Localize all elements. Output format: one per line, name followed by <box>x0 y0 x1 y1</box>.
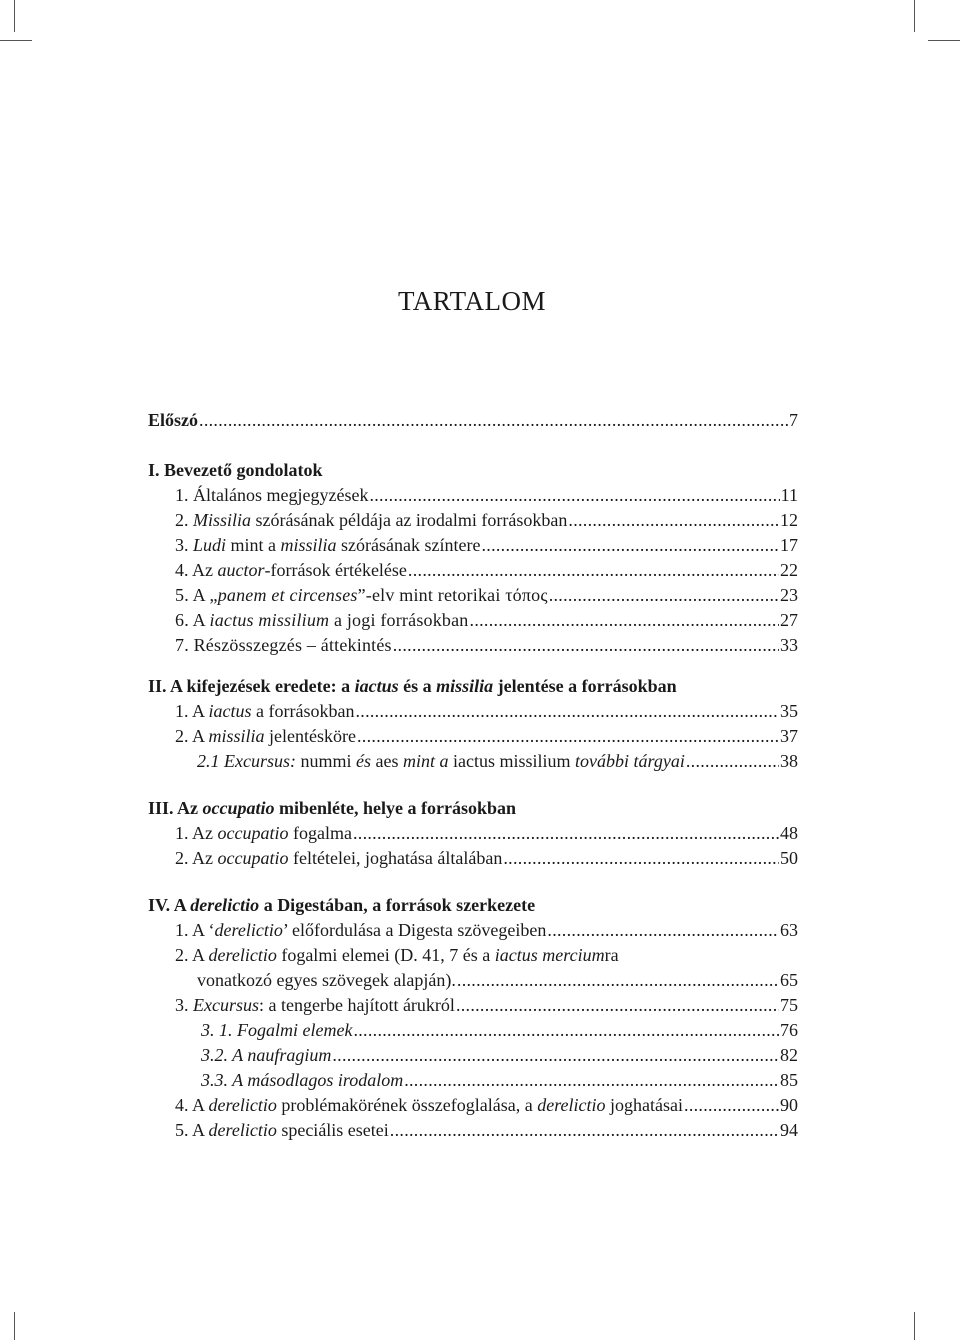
crop-mark <box>928 40 960 41</box>
page-number: 35 <box>780 701 798 721</box>
leader-dots <box>456 995 779 1016</box>
toc-entry-foreword[interactable]: Előszó ..... 7 <box>148 410 798 435</box>
page-number: 63 <box>780 920 798 940</box>
toc-entry[interactable]: 3. 1. Fogalmi elemek ..... 76 <box>148 1020 798 1045</box>
toc-entry[interactable]: 5. A „panem et circenses”-elv mint retorikai τόπος ..... 23 <box>148 585 798 610</box>
toc-entry[interactable]: 3. Ludi mint a missilia szórásának színtere ..... 17 <box>148 535 798 560</box>
page-number: 65 <box>780 970 798 990</box>
chapter-heading-4[interactable]: IV. A derelictio a Digestában, a források szerkezete <box>148 895 536 915</box>
page-number: 12 <box>780 510 798 530</box>
page-number: 48 <box>780 823 798 843</box>
leader-dots <box>547 920 779 941</box>
crop-mark <box>14 0 15 32</box>
leader-dots <box>355 701 779 722</box>
toc-entry[interactable]: 2. A missilia jelentésköre ..... 37 <box>148 726 798 751</box>
leader-dots <box>404 1070 779 1091</box>
toc-entry[interactable]: 2. A derelictio fogalmi elemei (D. 41, 7 és a iactus merciumra <box>175 945 619 965</box>
page-title: TARTALOM <box>397 286 547 316</box>
crop-mark <box>914 1312 915 1340</box>
leader-dots <box>408 560 779 581</box>
crop-mark <box>0 40 32 41</box>
leader-dots <box>686 751 779 772</box>
leader-dots <box>549 585 779 606</box>
page-number: 37 <box>780 726 798 746</box>
leader-dots <box>568 510 779 531</box>
page-number: 17 <box>780 535 798 555</box>
toc-entry[interactable]: 6. A iactus missilium a jogi forrásokban ..... 27 <box>148 610 798 635</box>
toc-entry[interactable]: 3. Excursus: a tengerbe hajított árukról ..... 75 <box>148 995 798 1020</box>
toc-entry[interactable]: 2. Missilia szórásának példája az irodalmi forrásokban ..... 12 <box>148 510 798 535</box>
page-number: 11 <box>780 485 798 505</box>
leader-dots <box>393 635 779 656</box>
page-number: 33 <box>780 635 798 655</box>
table-of-contents <box>148 410 798 1145</box>
leader-dots <box>369 485 779 506</box>
toc-entry-continuation[interactable]: vonatkozó egyes szövegek alapján). ..... 65 <box>148 970 798 995</box>
page-number: 75 <box>780 995 798 1015</box>
page-number: 7 <box>789 410 798 430</box>
page-number: 22 <box>780 560 798 580</box>
leader-dots <box>353 823 779 844</box>
toc-entry[interactable]: 4. Az auctor-források értékelése ..... 22 <box>148 560 798 585</box>
toc-entry[interactable]: 3.3. A másodlagos irodalom ..... 85 <box>148 1070 798 1095</box>
page-number: 90 <box>780 1095 798 1115</box>
toc-entry[interactable]: 1. Általános megjegyzések ..... 11 <box>148 485 798 510</box>
page-number: 50 <box>780 848 798 868</box>
toc-entry[interactable]: 1. A ‘derelictio’ előfordulása a Digesta szövegeiben ..... 63 <box>148 920 798 945</box>
page-number: 27 <box>780 610 798 630</box>
leader-dots <box>357 726 779 747</box>
page-number: 76 <box>780 1020 798 1040</box>
chapter-heading-2[interactable]: II. A kifejezések eredete: a iactus és a missilia jelentése a forrásokban <box>148 676 677 696</box>
page-number: 38 <box>780 751 798 771</box>
toc-entry[interactable]: 3.2. A naufragium ..... 82 <box>148 1045 798 1070</box>
leader-dots <box>353 1020 779 1041</box>
toc-entry[interactable]: 4. A derelictio problémakörének összefoglalása, a derelictio joghatásai ..... 90 <box>148 1095 798 1120</box>
toc-entry[interactable]: 1. A iactus a forrásokban ..... 35 <box>148 701 798 726</box>
leader-dots <box>199 410 788 431</box>
leader-dots <box>481 535 779 556</box>
leader-dots <box>390 1120 779 1141</box>
toc-entry[interactable]: 1. Az occupatio fogalma ..... 48 <box>148 823 798 848</box>
page-number: 85 <box>780 1070 798 1090</box>
page-number: 82 <box>780 1045 798 1065</box>
page-number: 23 <box>780 585 798 605</box>
toc-entry[interactable]: 7. Részösszegzés – áttekintés ..... 33 <box>148 635 798 660</box>
toc-entry[interactable]: 2. Az occupatio feltételei, joghatása általában ..... 50 <box>148 848 798 873</box>
leader-dots <box>332 1045 779 1066</box>
chapter-heading-3[interactable]: III. Az occupatio mibenléte, helye a forrásokban <box>148 798 516 818</box>
leader-dots <box>684 1095 779 1116</box>
page-number: 94 <box>780 1120 798 1140</box>
crop-mark <box>14 1312 15 1340</box>
chapter-heading-1[interactable]: I. Bevezető gondolatok <box>148 460 323 480</box>
leader-dots <box>470 610 779 631</box>
toc-entry[interactable]: 5. A derelictio speciális esetei ..... 94 <box>148 1120 798 1145</box>
toc-entry[interactable]: 2.1 Excursus: nummi és aes mint a iactus missilium további tárgyai ..... 38 <box>148 751 798 776</box>
leader-dots <box>457 970 779 991</box>
crop-mark <box>914 0 915 32</box>
leader-dots <box>503 848 779 869</box>
